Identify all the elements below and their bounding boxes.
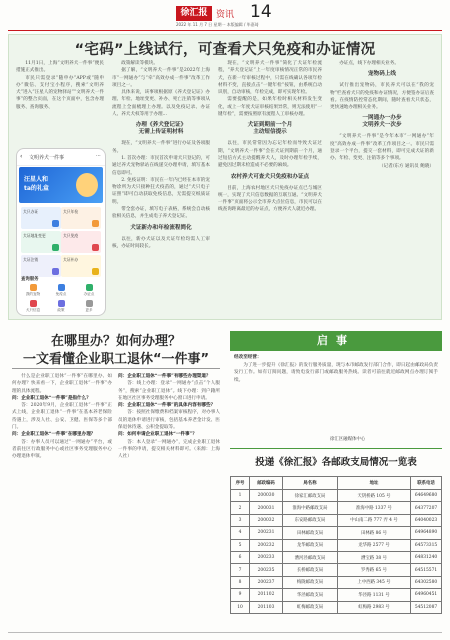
table-cell: 200031	[250, 502, 283, 514]
article-column-3	[218, 60, 322, 316]
table-cell: 漕河泾邮政支局	[283, 551, 338, 563]
paragraph: 以往，新办犬证以及犬证年检均需人工审核，办证时间较长。	[112, 236, 210, 249]
phone-header	[17, 149, 105, 166]
table-row	[231, 539, 442, 551]
banner-line-2: ta的礼盒	[24, 185, 49, 192]
paragraph: 现在，“文明养犬一件事”进行办证及各项服务。	[112, 141, 210, 154]
table-cell: 5	[231, 539, 250, 551]
paragraph: 答：线上办理：登录“一网通办”点击“个人服务”，搜索“企业职工退休”。线下办理：到户籍所在地区社区事务受理服务中心窗口进行申请。	[118, 381, 220, 401]
table-row	[231, 502, 442, 514]
subheading: 办理《养犬登记证》 无需上传证明材料	[135, 122, 187, 136]
subheading: 犬证到期前一个月 主动短信提示	[247, 122, 293, 136]
service-tile[interactable]	[61, 255, 101, 277]
query-cell[interactable]	[47, 283, 75, 299]
more-icon: ⋯	[96, 153, 101, 159]
table-cell: 64040023	[411, 514, 442, 526]
query-icon	[30, 284, 37, 291]
paragraph: 答：本人登录“一网通办”，完成企业职工退休一件事的申请，提交相关材料即可。（来源：上海人社）	[118, 439, 220, 460]
paragraph: 目前，上海农村地区犬只免疫办证点已与城区统一，实现了犬只信息数据的互联互通。“文明养犬一件事”页面将公示全市养犬点位信息，市民可以在线查询距离最近的办证点，方便养犬人就近办理。	[218, 185, 322, 213]
table-cell: 200030	[250, 490, 283, 502]
table-row	[231, 514, 442, 526]
grid-title: 查询服务	[21, 277, 39, 282]
service-tile-label: 犬只办证	[23, 209, 39, 214]
table-cell: 淮海中路邮政支局	[283, 502, 338, 514]
question: 问：企业职工退休“一件事”是指什么？	[12, 395, 91, 401]
paragraph: 答：按照社保缴费和档案审核程序，对办事人员的退休申请进行审核，包括基本养老金计发、医保退休待遇、公积金提取等。	[118, 410, 220, 431]
query-icon	[86, 284, 93, 291]
service-tile[interactable]	[61, 231, 101, 253]
table-row	[231, 551, 442, 563]
table-cell: 田林路 86 号	[338, 527, 411, 539]
table-cell: 6	[231, 551, 250, 563]
query-cell[interactable]	[47, 299, 75, 315]
table-cell: 虹梅路 2983 号	[338, 601, 411, 613]
header-cell: 邮政编码	[250, 477, 283, 490]
header-cell: 地址	[338, 477, 411, 490]
masthead: 徐汇报	[176, 6, 212, 21]
query-cell[interactable]	[75, 299, 103, 315]
service-tile[interactable]	[21, 255, 61, 277]
paragraph: 为了进一步提升《徐汇报》的发行服务质量，现与本市邮政发行部门合作，即日起由邮政局负责发行工作。如有订阅问题，请致电发行部门或邮政服务热线。读者可前往就近邮政网点办理订阅手续。	[234, 363, 438, 383]
query-icon	[30, 300, 37, 307]
query-cell[interactable]	[19, 299, 47, 315]
footer-rule	[8, 632, 442, 633]
table-cell: 淮海中路 1337 号	[338, 502, 411, 514]
question: 问：企业职工退休“一件事”有哪些办理渠道？	[118, 374, 211, 379]
table-cell: 龙华路 2577 号	[338, 539, 411, 551]
query-cell-label: 免疫点	[55, 292, 67, 296]
notice-subhead: 经改至经营：	[234, 355, 262, 360]
service-icon	[92, 268, 99, 275]
paragraph: 2. 免疫证明：市民在一年内已经在本市的宠物诊所为犬只接种狂犬疫苗的，通过“犬只电子证照”即可自动获取免疫信息，无需提交纸质证明。	[112, 177, 210, 205]
notice-signature: 徐汇区融媒体中心	[330, 437, 366, 442]
table-cell: 64831240	[411, 551, 442, 563]
query-icon	[58, 284, 65, 291]
header-cell: 联系电话	[411, 477, 442, 490]
table-row	[231, 564, 442, 576]
paragraph: 1. 首次办理：市民首次申请犬只登记的，可通过养犬宠物驿站在线递交办理申请，填写基本信息即可。	[112, 155, 210, 176]
paragraph: 现在，“文明养犬一件事”简化了犬证年检流程，“养犬登记证”上一年度审核情况正常的市民养犬，在新一年审核过程中，只需在线确认各项年检材料不变，直接点击“一键年检”按钮，由系统自动识别，自动审核，年检完成，即可实现年检。	[218, 61, 322, 96]
table-cell: 华泾路 1131 号	[338, 589, 411, 601]
notice-body	[234, 362, 438, 434]
table-cell: 徐家汇邮政支局	[283, 490, 338, 502]
paragraph: 据了解，“文明养犬一件事”是2022年上海市“一网通办”与“牵”高效办成一件事”改革工作项目之一。	[112, 68, 210, 88]
paragraph: 答：2020年9月，企业职工退休“一件事”正式上线，企业职工退休“一件事”在基本养老保险待遇上，涉及人社、公安、卫健、医保等多个部门。	[12, 403, 112, 431]
table-cell: 201103	[250, 601, 283, 613]
query-cell[interactable]	[75, 283, 103, 299]
notice-title: 启事	[230, 331, 442, 351]
article-column-4	[330, 60, 434, 316]
service-icon	[92, 244, 99, 251]
table-cell: 虹梅邮政支局	[283, 601, 338, 613]
query-cell[interactable]	[19, 283, 47, 299]
table-row	[231, 601, 442, 613]
service-icon	[52, 220, 59, 227]
paragraph: 以往，市民常常因为忘记年检而导致犬证过期，“文明养犬一件事”会在犬证到期前一个月，通过短信方式主动提醒养犬人，及时办理年检手续，避免因过期未检造成不必要的麻烦。	[218, 141, 322, 169]
table-cell: 1	[231, 490, 250, 502]
notice-rule	[230, 448, 442, 449]
bottom-headline-1: 在哪里办？如何办理？	[50, 334, 181, 349]
table-cell: 64302580	[411, 576, 442, 588]
phone-banner	[19, 167, 103, 203]
query-cell-label: 政策	[57, 308, 65, 312]
date-line: 2022 年 11 月 7 日 星期一 本版编辑 / 毕嘉琦	[176, 22, 259, 27]
service-tile-label: 犬证补办	[63, 257, 79, 262]
table-cell: 天钥桥路 105 号	[338, 490, 411, 502]
table-cell: 64515571	[411, 564, 442, 576]
post-office-table	[230, 476, 442, 614]
table-cell: 上中西路 345 号	[338, 576, 411, 588]
table-row	[231, 527, 442, 539]
query-cell-label: 更多	[85, 308, 93, 312]
question: 问：如何申请企业职工退休“一件事”？	[118, 432, 197, 438]
table-row	[231, 589, 442, 601]
query-icon	[58, 300, 65, 307]
top-headline: “宅码”上线试行，可查看犬只免疫和办证情况	[74, 42, 376, 58]
bottom-headline-2: 一文看懂企业职工退休“一件事”	[22, 352, 210, 367]
query-cell-label: 我的宠物	[25, 292, 41, 296]
question: 问：企业职工退休“一件事”的具体内容有哪些？	[118, 403, 216, 409]
table-cell: 200232	[250, 539, 283, 551]
table-cell: 10	[231, 601, 250, 613]
table-cell: 200032	[250, 514, 283, 526]
paragraph: 答：办事人员可以通过“一网通办”平台，或者前往区行政服务中心或社区事务受理服务中心办理退休申领。	[12, 439, 112, 460]
service-tile-label: 犬证注销	[23, 257, 39, 262]
back-icon: ‹	[20, 153, 23, 160]
byline: （记者/东方 通讯员 鲍晓）	[378, 163, 434, 169]
table-cell: 8	[231, 576, 250, 588]
service-tile-label: 犬证地址变更	[23, 233, 46, 238]
phone-screenshot	[16, 148, 106, 316]
phone-title: 文明养犬一件事	[29, 155, 65, 161]
table-cell: 64573315	[411, 539, 442, 551]
header-rule	[8, 30, 442, 31]
subheading: 犬证新办和年检流程简化	[130, 224, 192, 231]
table-cell: 东安路邮政支局	[283, 514, 338, 526]
table-cell: 64649680	[411, 490, 442, 502]
service-tile[interactable]	[61, 207, 101, 229]
table-cell: 罗秀路 65 号	[338, 564, 411, 576]
table-body	[231, 490, 442, 614]
table-cell: 中山南二路 777 弄 4 号	[338, 514, 411, 526]
table-cell: 64960451	[411, 589, 442, 601]
service-tile[interactable]	[21, 231, 61, 253]
table-cell: 200231	[250, 527, 283, 539]
table-cell: 华泾邮政支局	[283, 589, 338, 601]
paragraph: “文明养犬一件事”是今年本市“一网通办”年度“高效办成一件事”改革工作项目之一。市民只需登录一个平台，提交一套材料，即可完成犬证的新办、年检、变更、注销等多个事项。	[330, 134, 434, 162]
table-cell: 200235	[250, 564, 283, 576]
paragraph: 办证点，线下办理相关业务。	[339, 61, 399, 66]
paragraph: 什么是企业职工退休“一件事”在哪里办、如何办理？快来看一下，企业职工退休“一件事”办理的具体流程。	[12, 374, 112, 394]
table-cell: 梅陇邮政支局	[283, 576, 338, 588]
table-cell: 54512087	[411, 601, 442, 613]
paragraph: 市民只需登录“随申办”APP或“随申办”微信、支付宝小程序，搜索“文明养犬”进入“汪星人的宠物驿站”“文明养犬一件事”的整合页面，在这个页面中，包含办理服务、查询服务、	[16, 75, 104, 110]
table-cell: 4	[231, 527, 250, 539]
table-row	[231, 490, 442, 502]
query-icon	[86, 300, 93, 307]
service-tile-label: 犬只免疫	[63, 233, 79, 238]
paragraph: 带全套办证，填写电子表格，系统会自动核验相关信息，并生成电子养犬登记证。	[112, 207, 210, 220]
table-cell: 3	[231, 514, 250, 526]
table-row	[231, 576, 442, 588]
page-number: 14	[250, 2, 272, 22]
header-cell: 序号	[231, 477, 250, 490]
table-cell: 龙华邮政支局	[283, 539, 338, 551]
table-header-row	[231, 477, 442, 490]
table-cell: 9	[231, 589, 250, 601]
paragraph: 11月1日，上海“文明养犬一件事”便民措施正式推出。	[16, 61, 104, 74]
subheading: 一网通办一办步 文明养犬一次步	[362, 115, 402, 129]
subheading: 农村养犬可查犬只免疫和办证点	[230, 173, 310, 180]
table-cell: 200237	[250, 576, 283, 588]
table-cell: 7	[231, 564, 250, 576]
paragraph: 需要提醒的是，如果年检时相关材料发生变化，或上一年度犬证审核结果异常，则无法使用“一键年检”，需要按照原有流程人工审核办理。	[218, 97, 322, 118]
table-cell: 201102	[250, 589, 283, 601]
service-icon	[52, 244, 59, 251]
article-column-1	[16, 60, 104, 146]
service-icon	[52, 268, 59, 275]
subheading: 宠物码上线	[368, 71, 396, 78]
paragraph: 具体来说，该事项根据原《养犬登记证》办理、年检、地址变更、补办、死亡注销等事项从流程上全面梳理上办理。以及免疫记录、办证人、养犬犬权等用于办理...	[112, 90, 210, 118]
query-cell-label: 犬只信息	[25, 308, 41, 312]
header-cell: 局名称	[283, 477, 338, 490]
service-tile[interactable]	[21, 207, 61, 229]
table-cell: 长桥邮政支局	[283, 564, 338, 576]
paragraph: 政策解读等模块。	[121, 61, 158, 66]
table-cell: 田林邮政支局	[283, 527, 338, 539]
dog-illustration-icon	[76, 173, 98, 197]
question: 问：企业职工退休“一件事”在哪里办理？	[12, 432, 96, 438]
service-tile-label: 犬只年检	[63, 209, 79, 214]
section-name: 资讯	[216, 10, 235, 20]
table-cell: 64964890	[411, 527, 442, 539]
service-icon	[92, 220, 99, 227]
paragraph: 试行推出宠物码，市民养犬可以在“我的宠物”栏查看犬只的免疫和办证情况，方便签办证后查看。在疫情防控常态化期间，随时查看犬只状态，更快速地办理相关业务。	[330, 83, 434, 111]
query-cell-label: 办证点	[83, 292, 95, 296]
table-cell: 漕宝路 38 号	[338, 551, 411, 563]
table-title: 投递《徐汇报》各邮政支局情况一览表	[255, 457, 417, 468]
banner-line-1: 汪星人和	[24, 176, 49, 183]
table-cell: 2	[231, 502, 250, 514]
table-cell: 200233	[250, 551, 283, 563]
article-column-2	[112, 60, 210, 316]
bottom-column-2	[118, 373, 220, 631]
headline-rule	[12, 368, 220, 369]
table-cell: 64377207	[411, 502, 442, 514]
bottom-column-1	[12, 373, 112, 631]
